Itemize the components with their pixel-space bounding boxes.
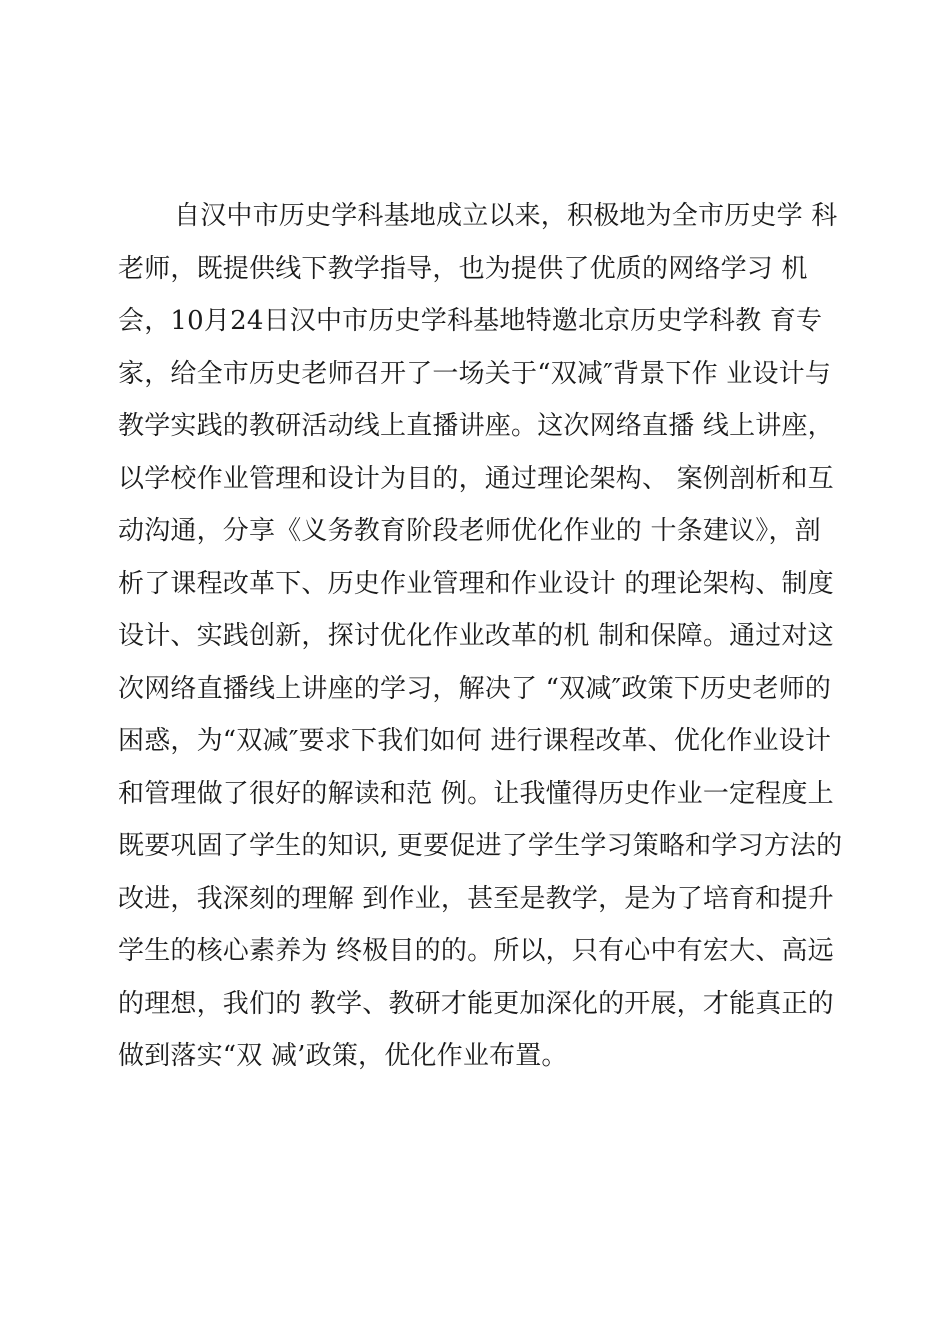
paragraph-line: 老师，既提供线下教学指导，也为提供了优质的网络学习 机	[118, 253, 808, 284]
paragraph-line: 和管理做了很好的解读和范 例。让我懂得历史作业一定程度上	[118, 778, 834, 809]
paragraph-line: 会，10月24日汉中市历史学科基地特邀北京历史学科教 育专	[118, 306, 823, 336]
paragraph-line: 的理想，我们的 教学、教研才能更加深化的开展，才能真正的	[118, 988, 834, 1019]
paragraph-line: 教学实践的教研活动线上直播讲座。这次网络直播 线上讲座，	[118, 411, 834, 441]
paragraph-line: 析了课程改革下、历史作业管理和作业设计 的理论架构、制度	[118, 568, 834, 599]
paragraph-line: 自汉中市历史学科基地成立以来，积极地为全市历史学 科	[174, 201, 838, 231]
paragraph-line: 既要巩固了学生的知识, 更要促进了学生学习策略和学习方法的	[118, 831, 843, 861]
paragraph-line: 学生的核心素养为 终极目的的。所以，只有心中有宏大、高远	[118, 936, 834, 966]
paragraph-line: 设计、实践创新，探讨优化作业改革的机 制和保障。通过对这	[118, 621, 834, 651]
paragraph-line: 困惑，为“双减″要求下我们如何 进行课程改革、优化作业设计	[118, 726, 832, 756]
paragraph-line: 改进，我深刻的理解 到作业，甚至是教学，是为了培育和提升	[118, 883, 834, 914]
paragraph-line: 做到落实“双 减’政策，优化作业布置。	[118, 1041, 568, 1071]
body-paragraph	[118, 190, 858, 1083]
paragraph-line: 以学校作业管理和设计为目的，通过理论架构、 案例剖析和互	[118, 463, 834, 494]
paragraph-line: 次网络直播线上讲座的学习，解决了 “双减″政策下历史老师的	[118, 673, 832, 704]
paragraph-line: 动沟通，分享《义务教育阶段老师优化作业的 十条建议》，剖	[118, 516, 821, 546]
paragraph-line: 家，给全市历史老师召开了一场关于“双减″背景下作 业设计与	[118, 358, 832, 389]
